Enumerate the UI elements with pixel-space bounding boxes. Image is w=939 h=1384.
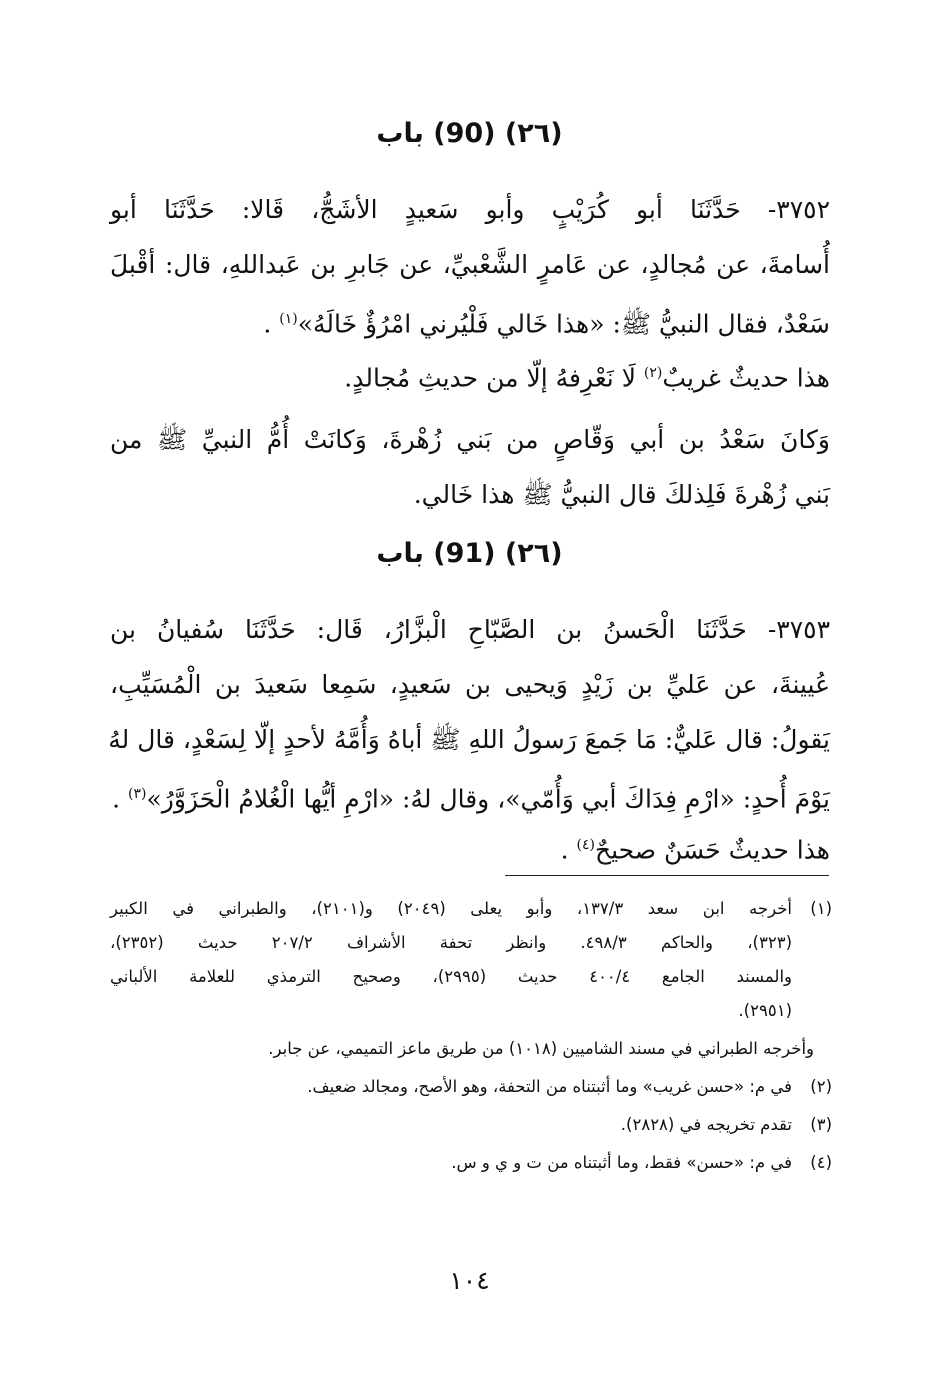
hadith-3752-line-2: أُسامةَ، عن مُجالدٍ، عن عَامرٍ الشَّعْبيِّ، عن جَابرِ بن عَبداللهِ، قال: أقْبلَ xyxy=(110,250,830,279)
hadith-3752-line-3 xyxy=(110,292,830,351)
footnote-ref-4: (٤) xyxy=(576,837,595,853)
footnote-ref-1: (١) xyxy=(279,311,298,327)
chapter-heading-90: (٢٦) (90) باب xyxy=(376,118,563,149)
footnote-1-extra: وأخرجه الطبراني في مسند الشاميين (١٠١٨) من طريق ماعز التميمي، عن جابر. xyxy=(268,1039,814,1058)
grading-2-text-b: . xyxy=(560,835,577,865)
grading-1-text-b: لَا نَعْرِفهُ إلّا من حديثِ مُجالدٍ. xyxy=(344,363,644,393)
hadith-3753-grading xyxy=(110,818,830,877)
footnote-1-line-4: (٢٩٥١). xyxy=(738,1001,792,1020)
footnote-3 xyxy=(110,1108,832,1142)
grading-1-text-a: هذا حديثٌ غريبٌ xyxy=(662,363,830,393)
hadith-3753-line-1: ٣٧٥٣- حَدَّثَنَا الْحَسنُ بن الصَّبّاحِ الْبزَّارُ، قَال: حَدَّثَنَا سُفيانُ بن xyxy=(110,615,830,644)
footnote-3-body: تقدم تخريجه في (٢٨٢٨). xyxy=(620,1115,792,1134)
hadith-3752-end: . xyxy=(263,309,280,339)
hadith-3752-line-3-text: سَعْدٌ، فقال النبيُّ ﷺ: «هذا خَالي فَلْيُرني امْرُؤٌ خَالَهُ» xyxy=(297,309,830,339)
hadith-3753 xyxy=(110,602,830,826)
footnote-2-body: في م: «حسن غريب» وما أثبتناه من التحفة، وهو الأصح، ومجالد ضعيف. xyxy=(307,1077,792,1096)
footnote-1-line-3: والمسند الجامع ٤٠٠/٤ حديث (٢٩٩٥)، وصحيح الترمذي للعلامة الألباني xyxy=(110,967,792,986)
note-line-2: بَني زُهْرةَ فَلِذلكَ قال النبيُّ ﷺ هذا خَالي. xyxy=(413,480,830,509)
footnote-3-number: (٣) xyxy=(810,1115,832,1134)
page-number: ١٠٤ xyxy=(449,1266,490,1295)
hadith-3753-line-4-text: يَوْمَ أُحدٍ: «ارْمِ فِدَاكَ أبي وَأُمّي»، وقال لهُ: «ارْمِ أيُّها الْغُلامُ الْحَزَوَّرُ» xyxy=(146,784,830,814)
footnote-1-line-1: أخرجه ابن سعد ١٣٧/٣، وأبو يعلى (٢٠٤٩) و(٢١٠١)، والطبراني في الكبير xyxy=(110,899,792,918)
footnote-4-body: في م: «حسن» فقط، وما أثبتناه من ت و ي و س. xyxy=(451,1153,792,1172)
footnote-ref-2: (٢) xyxy=(643,365,663,381)
footnote-1-number: (١) xyxy=(810,899,832,918)
hadith-3753-line-2: عُيينةَ، عن عَليِّ بن زَيْدٍ وَيحيى بن سَعيدٍ، سَمِعا سَعيدَ بن الْمُسَيِّبِ، xyxy=(110,670,830,699)
footnote-1-body xyxy=(110,892,792,1028)
grading-2-text-a: هذا حديثٌ حَسَنٌ صحيحٌ xyxy=(594,835,830,865)
hadith-3753-end: . xyxy=(112,784,128,814)
note-sad-bin-abi-waqqas xyxy=(110,412,830,522)
hadith-3752 xyxy=(110,182,830,351)
footnote-1 xyxy=(110,892,832,1028)
footnote-4 xyxy=(110,1146,832,1180)
footnote-2 xyxy=(110,1070,832,1104)
footnote-2-number: (٢) xyxy=(810,1077,832,1096)
grading-line-1 xyxy=(110,346,830,405)
chapter-heading-91: (٢٦) (91) باب xyxy=(376,538,563,569)
footnote-separator xyxy=(505,875,829,876)
grading-line-2 xyxy=(110,818,830,877)
hadith-3753-line-3: يَقولُ: قال عَليٌّ: مَا جَمعَ رَسولُ اللهِ ﷺ أباهُ وَأُمَّهُ لأحدٍ إلّا لِسَعْدٍ، قال لهُ xyxy=(108,725,830,754)
note-line-1: وَكانَ سَعْدُ بن أبي وَقّاصٍ من بَني زُهْرةَ، وَكانَتْ أُمُّ النبيِّ ﷺ من xyxy=(110,425,830,454)
footnotes xyxy=(110,892,832,1184)
hadith-3752-grading xyxy=(110,346,830,405)
hadith-3752-line-1: ٣٧٥٢- حَدَّثَنَا أبو كُرَيْبٍ وأبو سَعيدٍ الأشَجُّ، قَالا: حَدَّثَنَا أبو xyxy=(110,195,830,224)
footnote-ref-3: (٣) xyxy=(128,786,147,802)
footnote-1-line-2: (٣٢٣)، والحاكم ٤٩٨/٣. وانظر تحفة الأشراف ٢٠٧/٢ حديث (٢٣٥٢)، xyxy=(110,933,792,952)
footnote-4-number: (٤) xyxy=(810,1153,832,1172)
